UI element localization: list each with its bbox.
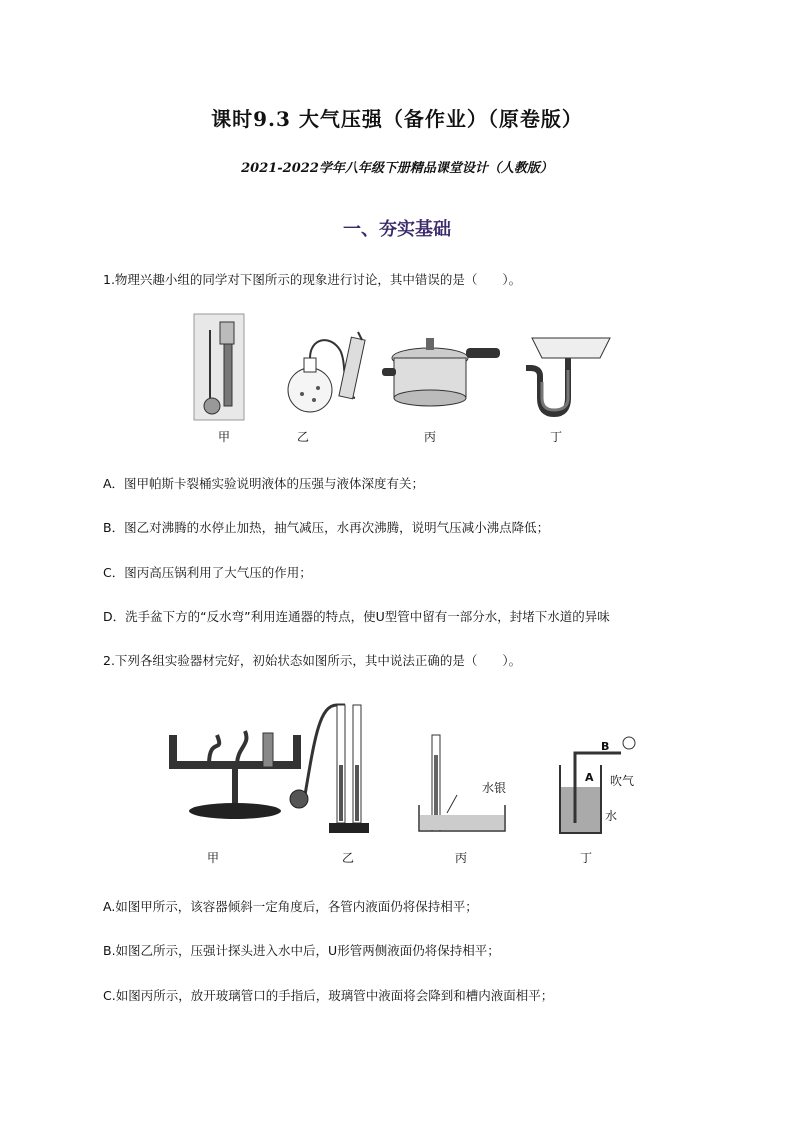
section-heading: 一、夯实基础 bbox=[343, 219, 451, 240]
label-water: 水 bbox=[605, 809, 618, 823]
q2-caption-jia: 甲 bbox=[207, 851, 220, 865]
page-subtitle: 2021-2022学年八年级下册精品课堂设计（人教版） bbox=[241, 161, 553, 176]
figure-flask-pump bbox=[288, 332, 365, 412]
q1-option-a: A．图甲帕斯卡裂桶实验说明液体的压强与液体深度有关； bbox=[103, 476, 425, 491]
q2-option-b: B.如图乙所示，压强计探头进入水中后，U形管两侧液面仍将保持相平； bbox=[103, 943, 500, 958]
q1-option-d: D．洗手盆下方的“反水弯”利用连通器的特点，使U型管中留有一部分水，封堵下水道的异味 bbox=[103, 609, 610, 624]
q2-option-c: C.如图丙所示，放开玻璃管口的手指后，玻璃管中液面将会降到和槽内液面相平； bbox=[103, 988, 554, 1003]
q2-caption-ding: 丁 bbox=[580, 851, 593, 865]
label-b: B bbox=[601, 740, 610, 753]
question-1-figures bbox=[190, 310, 620, 425]
question-2-figures bbox=[165, 695, 645, 845]
q1-caption-bing: 丙 bbox=[424, 430, 437, 444]
q2-option-a: A.如图甲所示，该容器倾斜一定角度后，各管内液面仍将保持相平； bbox=[103, 899, 478, 914]
label-blow: 吹气 bbox=[610, 774, 635, 788]
label-mercury: 水银 bbox=[482, 781, 507, 795]
label-a: A bbox=[585, 771, 594, 784]
q2-caption-yi: 乙 bbox=[342, 851, 355, 865]
figure-sink-trap bbox=[526, 338, 610, 414]
figure-barrel-experiment bbox=[194, 314, 244, 420]
question-1-stem: 1.物理兴趣小组的同学对下图所示的现象进行讨论，其中错误的是（ ）。 bbox=[103, 272, 522, 287]
q1-caption-jia: 甲 bbox=[218, 430, 231, 444]
q1-option-c: C．图丙高压锅利用了大气压的作用； bbox=[103, 565, 312, 580]
figure-pressure-gauge bbox=[290, 705, 369, 833]
figure-connected-vessels bbox=[173, 731, 297, 819]
q1-caption-yi: 乙 bbox=[297, 430, 310, 444]
figure-pressure-cooker bbox=[382, 338, 500, 406]
question-2-stem: 2.下列各组实验器材完好，初始状态如图所示，其中说法正确的是（ ）。 bbox=[103, 653, 522, 668]
q2-caption-bing: 丙 bbox=[455, 851, 468, 865]
page-title: 课时9.3 大气压强（备作业）（原卷版） bbox=[211, 107, 583, 131]
q1-option-b: B．图乙对沸腾的水停止加热，抽气减压，水再次沸腾，说明气压减小沸点降低； bbox=[103, 520, 550, 535]
q1-caption-ding: 丁 bbox=[550, 430, 563, 444]
